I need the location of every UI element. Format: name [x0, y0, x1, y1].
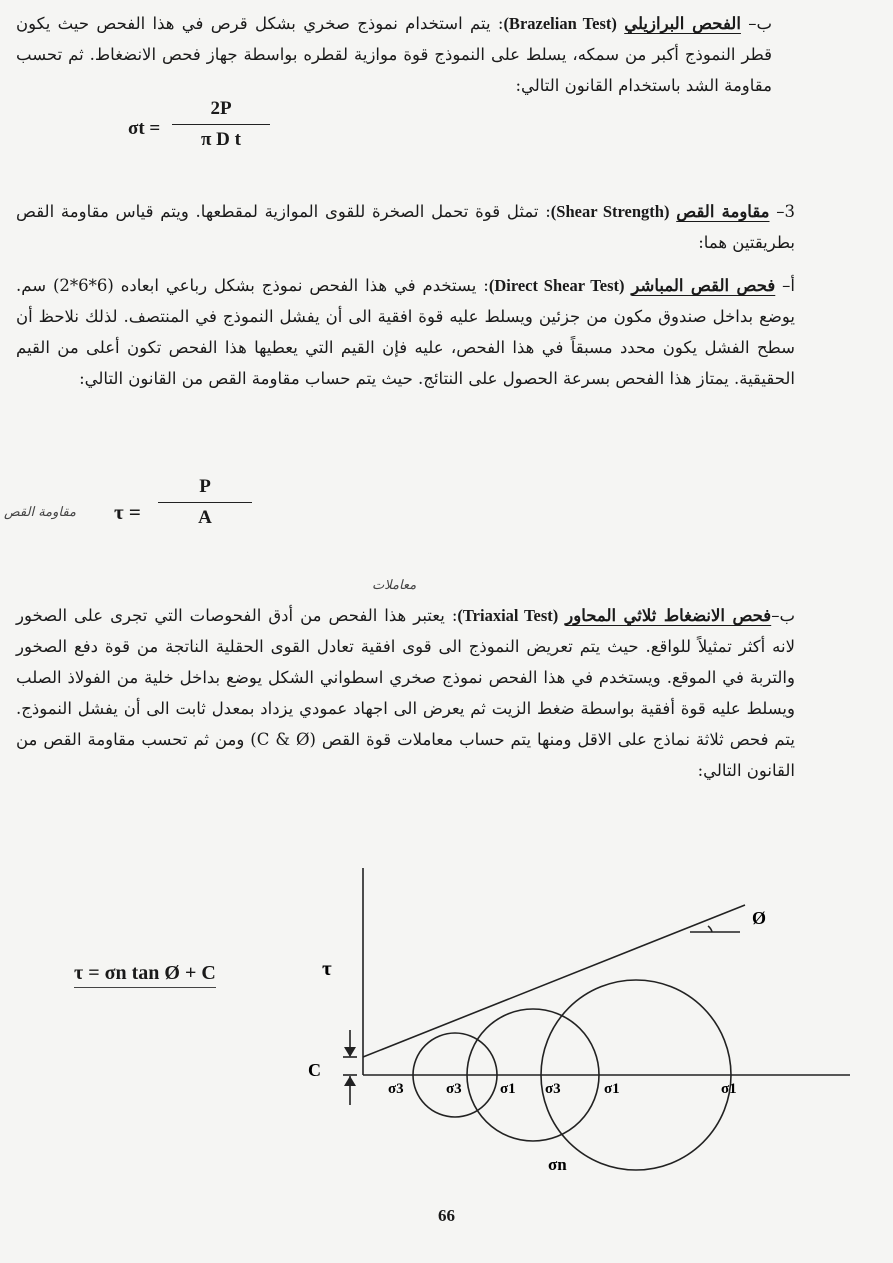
x-label-sigma1-c: σ1 [721, 1081, 737, 1097]
angle-label: Ø [752, 908, 767, 928]
sigma-n-label: σn [548, 1155, 567, 1174]
shear-number: 3– [769, 202, 796, 221]
angle-arc [708, 926, 712, 932]
triaxial-body: : يعتبر هذا الفحص من أدق الفحوصات التي تجرى على الصخور لانه أكثر تمثيلاً للواقع. حيث يتم تعريض النموذج الى قوى افقية تعادل القوى الحقلية الناتجة من قوة دفع الصخور والتربة في الموقع. ويستخدم في هذا الفحص نموذج صخري اسطواني الشكل يوضع بداخل خلية من الفولاذ الصلب ويسلط عليه قوة أفقية بواسطة ضغط الزيت ثم يعرض الى اجهاد عمودي يزداد بمعدل ثابت الى أن يفشل النموذج. يتم فحص ثلاثة نماذج على الاقل ومنها يتم حساب معاملات قوة القص (C & Ø) ومن ثم تحسب مقاومة القص من القانون التالي: [16, 606, 795, 780]
failure-envelope [363, 905, 745, 1057]
handwritten-note-shear: مقاومة القص [4, 505, 76, 520]
shear-denominator: A [198, 507, 212, 528]
mohr-coulomb-formula: τ = σn tan Ø + C [74, 962, 216, 988]
x-label-sigma1-a: σ1 [500, 1081, 516, 1097]
shear-body: : تمثل قوة تحمل الصخرة للقوى الموازية لمقطعها. ويتم قياس مقاومة القص بطريقتين هما: [16, 202, 795, 252]
direct-prefix: أ– [775, 276, 796, 295]
triaxial-prefix: ب– [771, 606, 795, 625]
shear-latin: (Shear Strength) [550, 202, 670, 221]
brazilian-prefix: ب– [740, 14, 773, 33]
brazilian-body: : يتم استخدام نموذج صخري بشكل قرص في هذا الفحص حيث يكون قطر النموذج أكبر من سمكه، يسلط على النموذج قوة موازية لقطره بواسطة جهاز فحص الانضغاط. ثم تحسب مقاومة الشد باستخدام القانون التالي: [16, 14, 772, 95]
tensile-numerator: 2P [210, 98, 232, 119]
tensile-denominator: π D t [201, 129, 241, 150]
shear-title: مقاومة القص [676, 202, 770, 221]
triaxial-title: فحص الانضغاط ثلاثي المحاور [565, 606, 772, 625]
page-number: 66 [438, 1206, 455, 1225]
brazilian-title: الفحص البرازيلي [624, 14, 741, 33]
triaxial-latin: (Triaxial Test) [457, 606, 559, 625]
tensile-formula-lhs: σt = [128, 118, 161, 139]
x-label-sigma3-b: σ3 [446, 1081, 462, 1097]
handwritten-note-coefficients: معاملات [372, 578, 417, 593]
shear-formula-lhs: τ = [114, 500, 141, 524]
shear-numerator: P [199, 476, 211, 497]
tau-axis-label: τ [322, 956, 332, 980]
intercept-label: C [308, 1060, 321, 1080]
direct-body: : يستخدم في هذا الفحص نموذج بشكل رباعي ابعاده (6*6*2) سم. يوضع بداخل صندوق مكون من جزئين ويسلط عليه قوة افقية الى أن يفشل النموذج في المنتصف. لذلك نلاحظ أن سطح الفشل يكون محدد مسبقاً في هذا الفحص، عليه فإن القيم التي يعطيها هذا الفحص تكون أعلى من القيم الحقيقية. يمتاز هذا الفحص بسرعة الحصول على النتائج. حيث يتم حساب مقاومة القص من القانون التالي: [16, 276, 795, 388]
direct-latin: (Direct Shear Test) [488, 276, 625, 295]
x-label-sigma3-c: σ3 [545, 1081, 561, 1097]
brazilian-latin: (Brazelian Test) [503, 14, 617, 33]
direct-title: فحص القص المباشر [631, 276, 776, 295]
x-label-sigma3-a: σ3 [388, 1081, 404, 1097]
x-label-sigma1-b: σ1 [604, 1081, 620, 1097]
